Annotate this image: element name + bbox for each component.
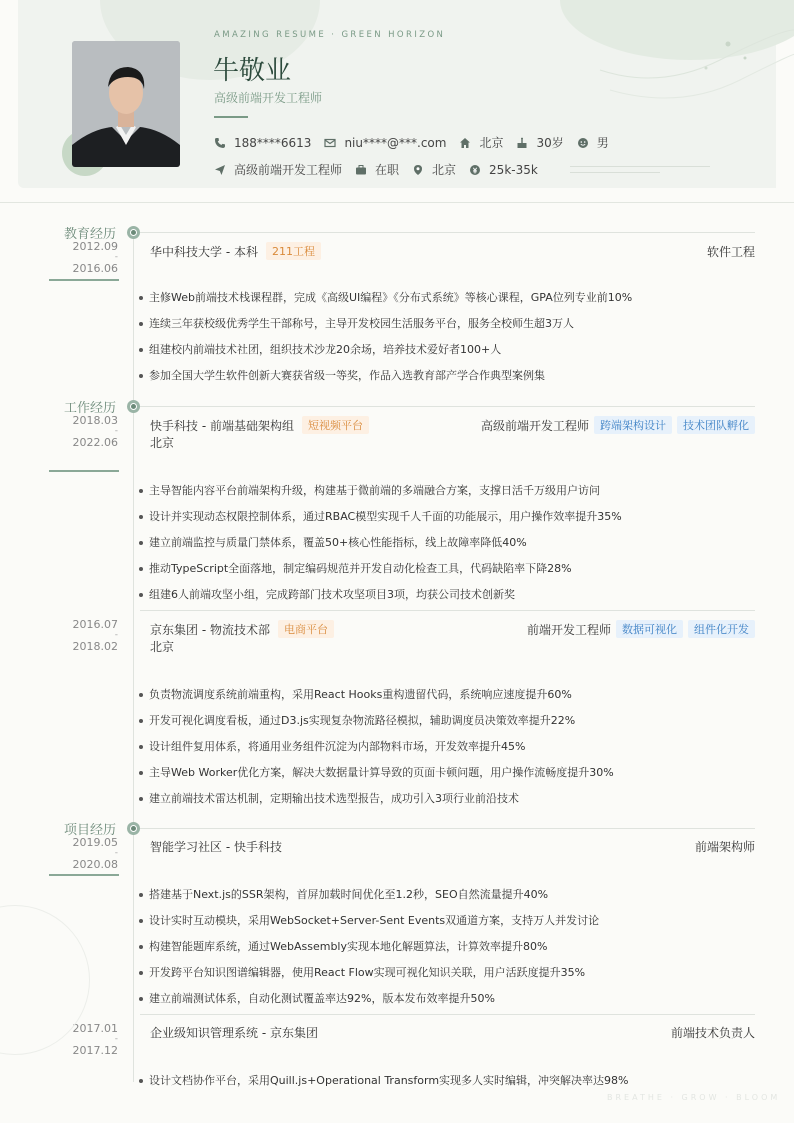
entry-top-line (140, 232, 755, 233)
entry-role (695, 838, 755, 855)
list-item: 参加全国大学生软件创新大赛获省级一等奖，作品入选教育部产学合作典型案例集 (138, 363, 758, 389)
list-item: 组建校内前端技术社团，组织技术沙龙20余场，培养技术爱好者100+人 (138, 337, 758, 363)
skill-tag: 组件化开发 (688, 620, 755, 638)
list-item: 推动TypeScript全面落地，制定编码规范并开发自动化检查工具，代码缺陷率下降28% (138, 556, 758, 582)
entry-city: 北京 (150, 640, 175, 654)
entry-role (671, 1024, 755, 1041)
list-item: 设计组件复用体系，将通用业务组件沉淀为内部物料市场，开发效率提升45% (138, 734, 758, 760)
gender-text: 男 (596, 136, 609, 150)
date-end: 2018.02 (72, 640, 118, 653)
section-underline (49, 874, 119, 876)
list-item: 组建6人前端攻坚小组，完成跨部门技术攻坚项目3项，均获公司技术创新奖 (138, 582, 758, 608)
org-name: 智能学习社区 - 快手科技 (150, 840, 282, 854)
section-title-work: 工作经历 (63, 401, 116, 416)
section-underline (49, 470, 119, 472)
timeline-dot (127, 400, 140, 413)
entry-org (150, 242, 321, 260)
org-badge: 短视频平台 (302, 416, 369, 434)
money-icon (469, 164, 481, 176)
list-item: 开发可视化调度看板，通过D3.js实现复杂物流路径模拟，辅助调度员决策效率提升22% (138, 708, 758, 734)
entry-org (150, 620, 334, 638)
gender-item (577, 134, 609, 151)
list-item: 建立前端监控与质量门禁体系，覆盖50+核心性能指标，线上故障率降低40% (138, 530, 758, 556)
phone-icon (214, 137, 226, 149)
org-name: 京东集团 - 物流技术部 (150, 622, 270, 637)
date-start: 2016.07 (72, 618, 118, 631)
role-name: 前端开发工程师 (526, 622, 611, 637)
send-icon (214, 164, 226, 176)
salary-text: 25k-35k (489, 162, 538, 177)
age-item (516, 134, 563, 151)
phone-text: 188****6613 (234, 135, 312, 150)
org-name: 快手科技 - 前端基础架构组 (150, 418, 294, 433)
list-item: 主导Web Worker优化方案，解决大数据量计算导致的页面卡顿问题，用户操作流畅度提升30% (138, 760, 758, 786)
list-item: 建立前端测试体系，自动化测试覆盖率达92%，版本发布效率提升50% (138, 986, 758, 1012)
list-item: 主修Web前端技术栈课程群，完成《高级UI编程》《分布式系统》等核心课程，GPA位列专业前10% (138, 285, 758, 311)
entry-org (150, 416, 369, 434)
status-text: 在职 (375, 163, 400, 177)
date-end: 2022.06 (72, 436, 118, 449)
smile-icon (577, 137, 589, 149)
entry-top-line (140, 1014, 755, 1015)
status-item (355, 161, 399, 178)
date-sep: - (114, 630, 118, 640)
resume-tagline: AMAZING RESUME · GREEN HORIZON (214, 30, 446, 40)
role-name: 前端架构师 (694, 840, 755, 854)
decor-line (570, 172, 660, 173)
entry-bullets (138, 1068, 758, 1094)
date-end: 2020.08 (72, 858, 118, 871)
section-underline (49, 279, 119, 281)
header-divider (0, 202, 794, 203)
entry-role (527, 620, 755, 638)
timeline-dot (127, 822, 140, 835)
decor-curves (560, 0, 794, 120)
entry-bullets (138, 478, 758, 608)
entry-org (150, 838, 282, 855)
briefcase-icon (355, 164, 367, 176)
date-end: 2016.06 (72, 262, 118, 275)
entry-city: 北京 (150, 436, 175, 450)
section-title-projects: 项目经历 (63, 823, 116, 838)
home-city-item (459, 134, 503, 151)
title-underline (214, 116, 248, 118)
footer-watermark: BREATHE · GROW · BLOOM (607, 1093, 781, 1102)
email-text: niu****@***.com (344, 135, 447, 150)
timeline-line (133, 232, 134, 1082)
entry-top-line (140, 828, 755, 829)
date-start: 2018.03 (72, 414, 118, 427)
cake-icon (516, 137, 528, 149)
list-item: 负责物流调度系统前端重构，采用React Hooks重构遗留代码，系统响应速度提升60% (138, 682, 758, 708)
email-item (324, 136, 446, 150)
entry-role (707, 243, 755, 260)
role-name: 高级前端开发工程师 (480, 418, 589, 433)
date-start: 2012.09 (72, 240, 118, 253)
list-item: 搭建基于Next.js的SSR架构，首屏加载时间优化至1.2秒，SEO自然流量提升40% (138, 882, 758, 908)
candidate-name: 牛敬业 (213, 56, 292, 86)
date-end: 2017.12 (72, 1044, 118, 1057)
list-item: 主导智能内容平台前端架构升级，构建基于微前端的多端融合方案，支撑日活千万级用户访问 (138, 478, 758, 504)
date-start: 2017.01 (72, 1022, 118, 1035)
entry-org (150, 1024, 318, 1041)
date-sep: - (114, 1034, 118, 1044)
entry-date (40, 618, 118, 653)
list-item: 设计并实现动态权限控制体系，通过RBAC模型实现千人千面的功能展示，用户操作效率提升35% (138, 504, 758, 530)
org-badge: 211工程 (266, 242, 321, 260)
home-icon (459, 137, 471, 149)
candidate-title: 高级前端开发工程师 (214, 91, 323, 105)
contact-row-1 (214, 134, 622, 151)
entry-role (481, 416, 755, 434)
decor-line (570, 166, 710, 167)
org-name: 华中科技大学 - 本科 (150, 244, 258, 259)
section-title-education: 教育经历 (63, 227, 116, 242)
list-item: 设计文档协作平台，采用Quill.js+Operational Transform实现多人实时编辑，冲突解决率达98% (138, 1068, 758, 1094)
date-sep: - (114, 426, 118, 436)
org-name: 企业级知识管理系统 - 京东集团 (150, 1026, 318, 1040)
age-text: 30岁 (536, 136, 564, 150)
entry-bullets (138, 682, 758, 812)
target-position-text: 高级前端开发工程师 (234, 163, 343, 177)
entry-date (40, 240, 118, 275)
phone-item (214, 136, 311, 150)
list-item: 构建智能题库系统，通过WebAssembly实现本地化解题算法，计算效率提升80% (138, 934, 758, 960)
date-sep: - (114, 848, 118, 858)
skill-tag: 数据可视化 (616, 620, 683, 638)
date-sep: - (114, 252, 118, 262)
skill-tag: 技术团队孵化 (677, 416, 755, 434)
entry-date (40, 836, 118, 871)
salary-item (469, 163, 538, 177)
entry-top-line (140, 406, 755, 407)
contact-row-2 (214, 161, 551, 178)
list-item: 建立前端技术雷达机制，定期输出技术选型报告，成功引入3项行业前沿技术 (138, 786, 758, 812)
org-badge: 电商平台 (278, 620, 334, 638)
skill-tag: 跨端架构设计 (594, 416, 672, 434)
target-city-item (412, 161, 456, 178)
entry-bullets (138, 882, 758, 1012)
target-position-item (214, 161, 342, 178)
list-item: 连续三年获校级优秀学生干部称号，主导开发校园生活服务平台，服务全校师生超3万人 (138, 311, 758, 337)
target-city-text: 北京 (432, 163, 457, 177)
timeline-dot (127, 226, 140, 239)
entry-bullets (138, 285, 758, 389)
list-item: 设计实时互动模块，采用WebSocket+Server-Sent Events双通道方案，支持万人并发讨论 (138, 908, 758, 934)
date-start: 2019.05 (72, 836, 118, 849)
avatar (72, 41, 180, 167)
role-name: 软件工程 (706, 245, 755, 259)
entry-top-line (140, 610, 755, 611)
mail-icon (324, 137, 336, 149)
role-name: 前端技术负责人 (670, 1026, 755, 1040)
location-icon (412, 164, 424, 176)
entry-date (40, 414, 118, 449)
list-item: 开发跨平台知识图谱编辑器，使用React Flow实现可视化知识关联，用户活跃度提升35% (138, 960, 758, 986)
home-city-text: 北京 (479, 136, 504, 150)
